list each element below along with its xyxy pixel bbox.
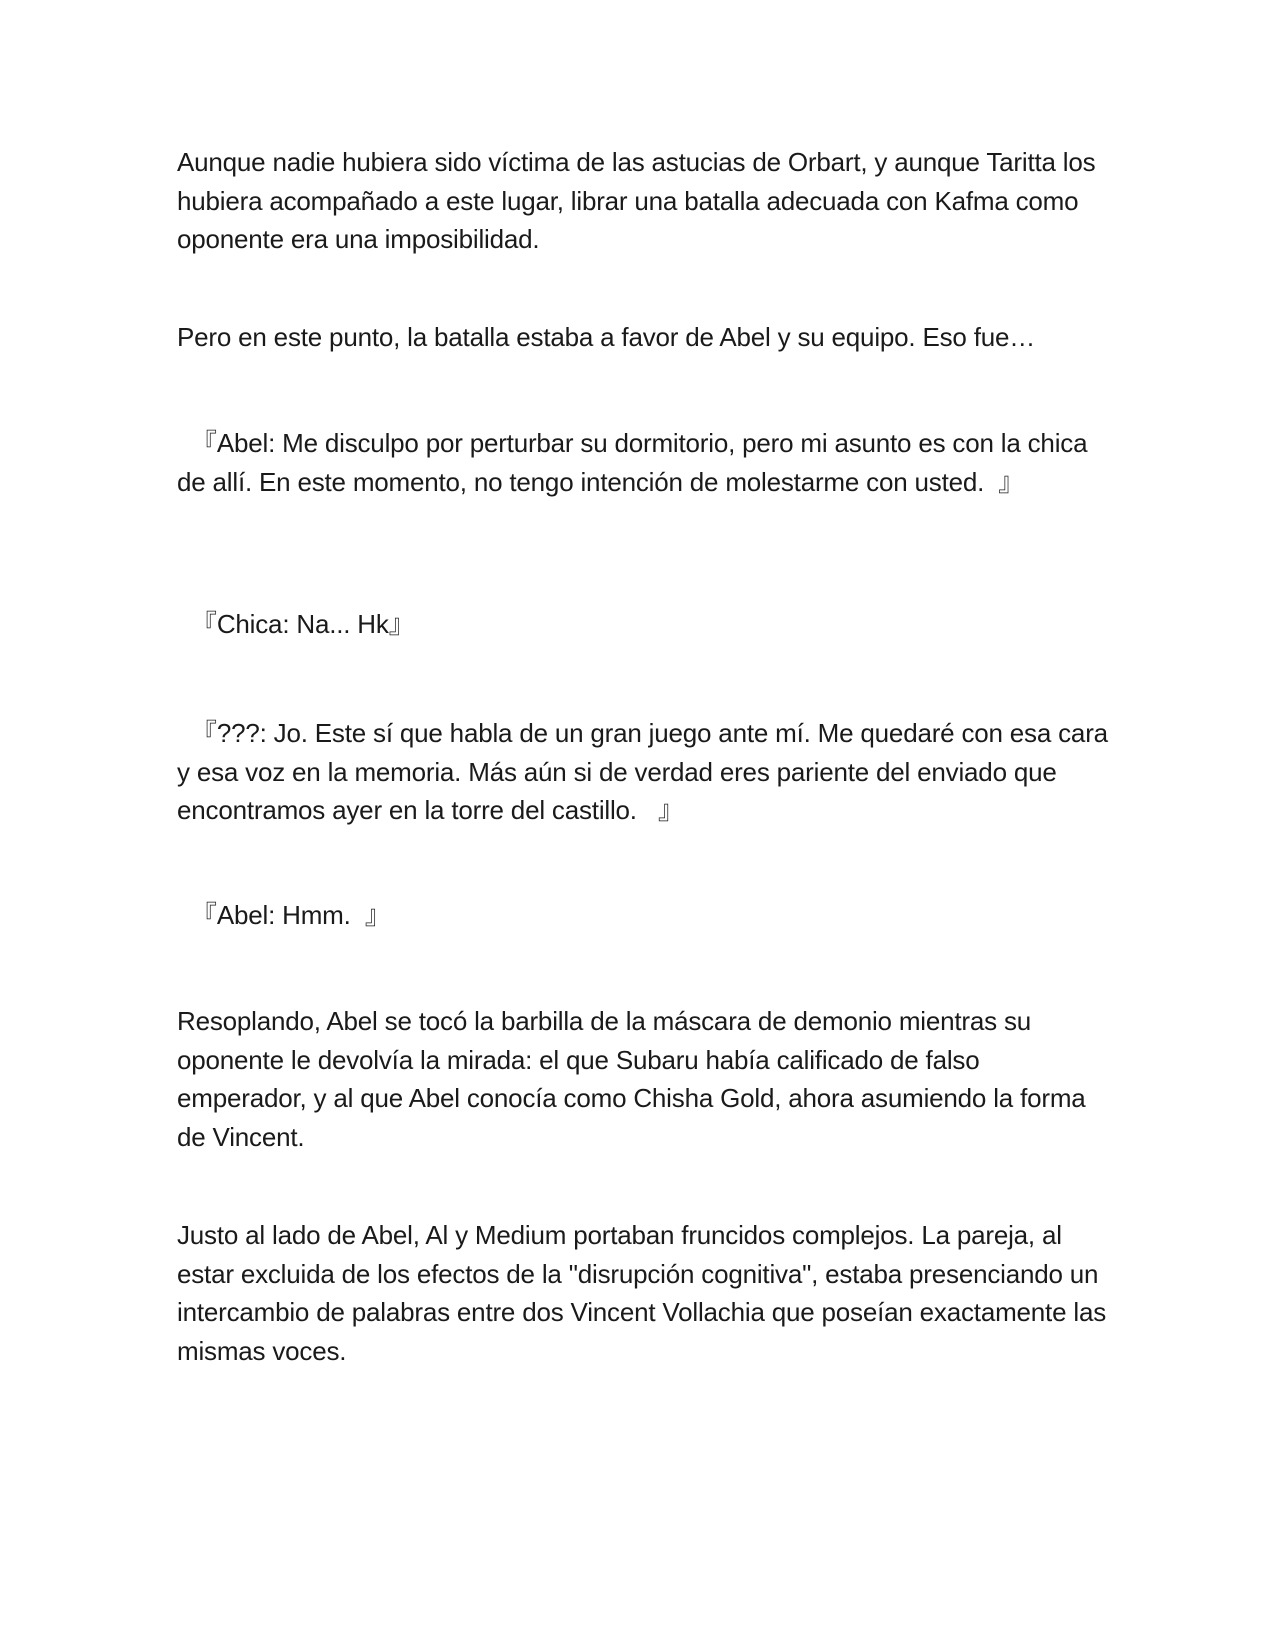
paragraph-battle-favor: Pero en este punto, la batalla estaba a favor de Abel y su equipo. Eso fue… bbox=[177, 322, 1036, 352]
dialogue-unknown-speaker: 『???: Jo. Este sí que habla de un gran juego ante mí. Me quedaré con esa cara y esa voz en la memoria. Más aún si de verdad eres pariente del enviado que encontramos ayer en la torre del castillo. 』 bbox=[177, 718, 1108, 825]
dialogue-abel-hmm: 『Abel: Hmm. 』 bbox=[177, 900, 391, 930]
dialogue-chica: 『Chica: Na... Hk』 bbox=[177, 609, 415, 639]
paragraph-orbart-taritta: Aunque nadie hubiera sido víctima de las astucias de Orbart, y aunque Taritta los hubiera acompañado a este lugar, librar una batalla adecuada con Kafma como oponente era una imposibilidad. bbox=[177, 147, 1096, 254]
dialogue-abel-apology: 『Abel: Me disculpo por perturbar su dormitorio, pero mi asunto es con la chica de allí. En este momento, no tengo intención de molestarme con usted. 』 bbox=[177, 428, 1088, 497]
paragraph-two-vincents: Justo al lado de Abel, Al y Medium portaban fruncidos complejos. La pareja, al estar excluida de los efectos de la "disrupción cognitiva", estaba presenciando un intercambio de palabras entre dos Vincent Vollachia que poseían exactamente las mismas voces. bbox=[177, 1220, 1106, 1366]
paragraph-demon-mask: Resoplando, Abel se tocó la barbilla de la máscara de demonio mientras su oponente le devolvía la mirada: el que Subaru había calificado de falso emperador, y al que Abel conocía como Chisha Gold, ahora asumiendo la forma de Vincent. bbox=[177, 1006, 1086, 1152]
